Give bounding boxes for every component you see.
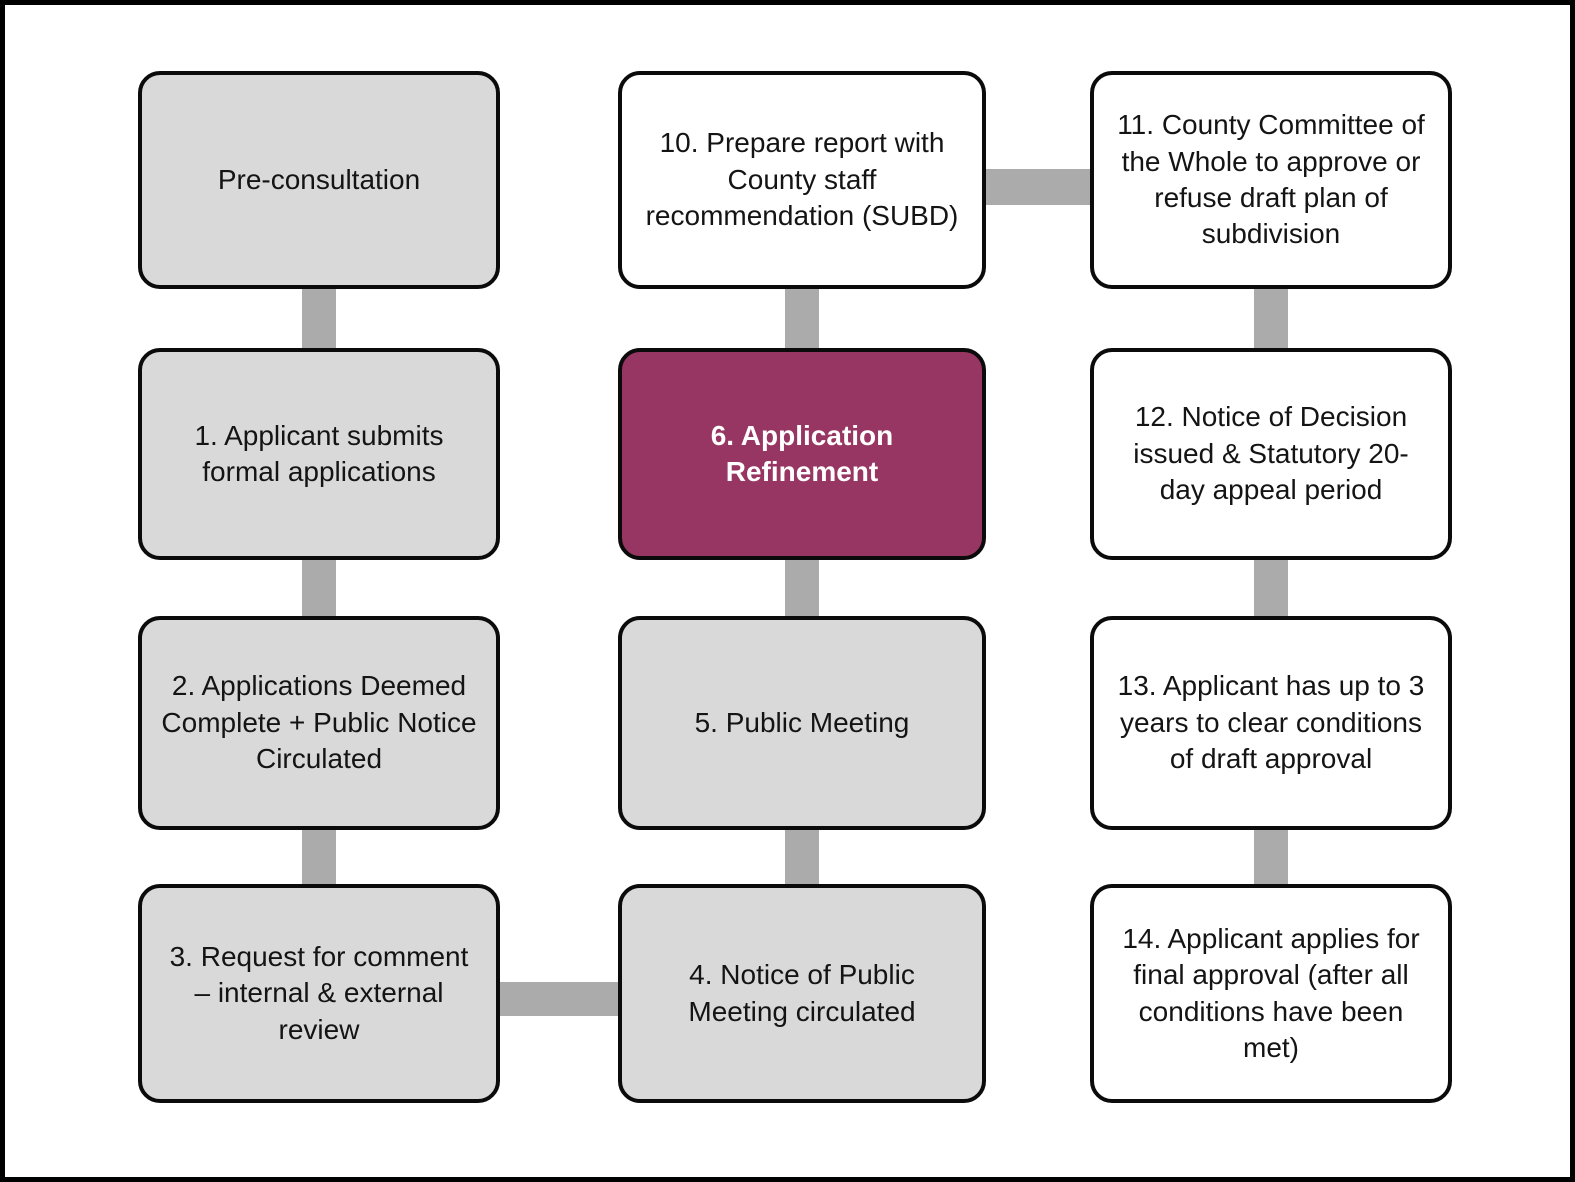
connector-2-to-3 (302, 827, 336, 887)
connector-12-to-13 (1254, 557, 1288, 619)
connector-3-to-4 (497, 982, 623, 1016)
box-pre-consultation (138, 71, 500, 289)
connector-10-to-11 (983, 169, 1095, 205)
box-pre-consultation-label: Pre-consultation (217, 163, 421, 195)
connector-pre-to-1 (302, 286, 336, 351)
connector-13-to-14 (1254, 827, 1288, 887)
box-step-13-label: 13. Applicant has up to 3 years to clear conditions of draft approval (1117, 670, 1425, 775)
box-step-2-label: 2. Applications Deemed Complete + Public Notice Circulated (161, 670, 477, 775)
box-step-3 (138, 884, 500, 1103)
box-step-4 (618, 884, 986, 1103)
box-step-5 (618, 616, 986, 830)
box-step-10 (618, 71, 986, 289)
box-step-6-label: 6. Application Refinement (710, 419, 894, 487)
box-step-1 (138, 348, 500, 560)
connector-1-to-2 (302, 557, 336, 619)
box-step-14-label: 14. Applicant applies for final approval (after all conditions have been met) (1122, 922, 1420, 1063)
connector-11-to-12 (1254, 286, 1288, 351)
box-step-6 (618, 348, 986, 560)
box-step-14 (1090, 884, 1452, 1103)
box-step-1-label: 1. Applicant submits formal applications (194, 419, 444, 487)
box-step-3-label: 3. Request for comment – internal & external review (169, 940, 469, 1045)
box-step-4-label: 4. Notice of Public Meeting circulated (688, 959, 916, 1027)
box-step-13 (1090, 616, 1452, 830)
box-step-11 (1090, 71, 1452, 289)
box-step-11-label: 11. County Committee of the Whole to approve or refuse draft plan of subdivision (1117, 109, 1425, 250)
connector-5-to-6 (785, 557, 819, 619)
box-step-12-label: 12. Notice of Decision issued & Statutory 20-day appeal period (1133, 401, 1409, 506)
box-step-2 (138, 616, 500, 830)
box-step-10-label: 10. Prepare report with County staff recommendation (SUBD) (645, 127, 959, 232)
connector-6-to-10 (785, 286, 819, 351)
box-step-5-label: 5. Public Meeting (694, 706, 910, 738)
box-step-12 (1090, 348, 1452, 560)
connector-4-to-5 (785, 827, 819, 887)
